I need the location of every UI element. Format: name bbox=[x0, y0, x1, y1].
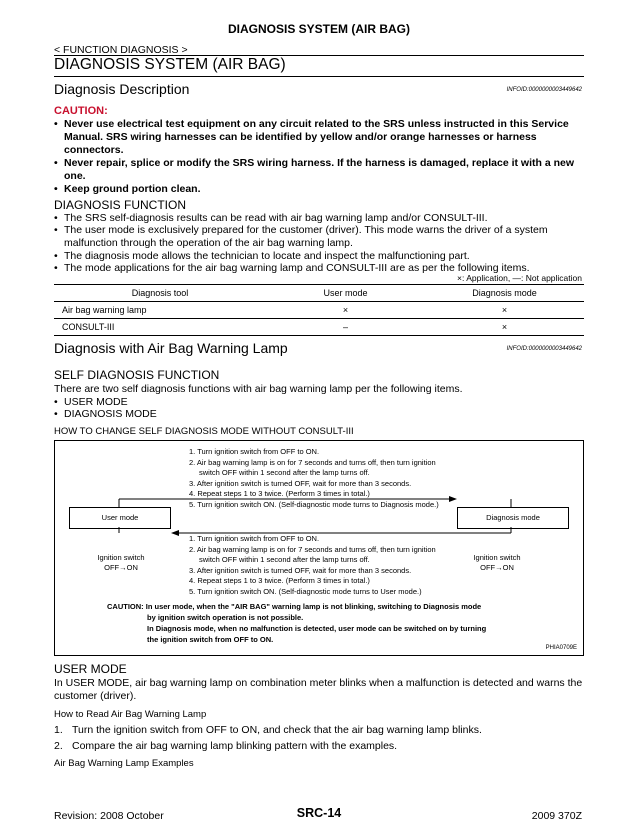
step-line: 4. Repeat steps 1 to 3 twice. (Perform 3 times in total.) bbox=[189, 489, 370, 498]
diag-function-item: • The mode applications for the air bag warning lamp and CONSULT-III are as per the following items. bbox=[54, 262, 530, 274]
footer-revision: Revision: 2008 October bbox=[54, 810, 164, 822]
step-line: 1. Turn ignition switch from OFF to ON. bbox=[189, 447, 320, 456]
user-mode-heading: USER MODE bbox=[54, 662, 127, 676]
table-header-row bbox=[54, 285, 584, 302]
step-line: 5. Turn ignition switch ON. (Self-diagnostic mode turns to User mode.) bbox=[189, 586, 422, 596]
table-header: Diagnosis tool bbox=[54, 285, 266, 302]
table-cell: CONSULT-III bbox=[54, 319, 266, 336]
how-to-read-heading: How to Read Air Bag Warning Lamp bbox=[54, 709, 207, 720]
diag-function-heading: DIAGNOSIS FUNCTION bbox=[54, 198, 187, 212]
figure-code: PHIA0709E bbox=[545, 645, 577, 651]
ignition-label-right bbox=[467, 553, 527, 573]
step-line: 3. After ignition switch is turned OFF, wait for more than 3 seconds. bbox=[189, 565, 412, 575]
table-legend: ×: Application, —: Not application bbox=[457, 273, 582, 283]
step-line: 3. After ignition switch is turned OFF, wait for more than 3 seconds. bbox=[189, 478, 412, 488]
footer-page-number: SRC-14 bbox=[296, 806, 342, 820]
table-row bbox=[54, 319, 584, 336]
table-cell: × bbox=[425, 319, 584, 336]
step-line: 5. Turn ignition switch ON. (Self-diagnostic mode turns to Diagnosis mode.) bbox=[189, 499, 439, 509]
ignition-label: Ignition switch bbox=[97, 553, 145, 562]
self-diag-intro: There are two self diagnosis functions with air bag warning lamp per the following items. bbox=[54, 383, 463, 395]
step-line: 2. Air bag warning lamp is on for 7 seconds and turns off, then turn ignition bbox=[189, 544, 436, 554]
table-header: User mode bbox=[266, 285, 425, 302]
step-item: 1. Turn the ignition switch from OFF to ON, and check that the air bag warning lamp blinks. bbox=[54, 724, 482, 736]
section-heading-warning-lamp: Diagnosis with Air Bag Warning Lamp bbox=[54, 340, 288, 356]
ignition-value: OFF→ON bbox=[480, 563, 514, 572]
step-line: 4. Repeat steps 1 to 3 twice. (Perform 3 times in total.) bbox=[189, 576, 370, 585]
step-line: switch OFF within 1 second after the lamp turns off. bbox=[199, 555, 370, 564]
mode-change-figure bbox=[54, 440, 584, 656]
caution-item: • Never use electrical test equipment on any circuit related to the SRS unless instructed in this Service Manual. SRS wiring harnesses can be identified by yellow and/or orange harnesses or harness connectors. bbox=[54, 118, 569, 156]
ignition-label: Ignition switch bbox=[473, 553, 521, 562]
self-diag-heading: SELF DIAGNOSIS FUNCTION bbox=[54, 368, 220, 382]
table-cell: × bbox=[425, 302, 584, 319]
steps-to-user bbox=[189, 534, 436, 597]
caution-line: CAUTION: In user mode, when the "AIR BAG" warning lamp is not blinking, switching to Diagnosis mode bbox=[107, 602, 482, 611]
title-rule bbox=[54, 76, 584, 77]
table-cell: – bbox=[266, 319, 425, 336]
page-header: DIAGNOSIS SYSTEM (AIR BAG) bbox=[227, 22, 410, 36]
caution-item: • Keep ground portion clean. bbox=[54, 183, 201, 195]
diagnosis-mode-box: Diagnosis mode bbox=[457, 507, 569, 529]
user-mode-text: In USER MODE, air bag warning lamp on combination meter blinks when a malfunction is detected and warns the customer (driver). bbox=[54, 677, 583, 702]
table-cell: Air bag warning lamp bbox=[54, 302, 266, 319]
figure-caution bbox=[107, 601, 486, 645]
step-line: 1. Turn ignition switch from OFF to ON. bbox=[189, 534, 320, 543]
caution-label: CAUTION: bbox=[54, 105, 108, 117]
page-title: DIAGNOSIS SYSTEM (AIR BAG) bbox=[54, 56, 286, 73]
user-mode-box: User mode bbox=[69, 507, 171, 529]
ignition-label-left bbox=[91, 553, 151, 573]
table-row bbox=[54, 302, 584, 319]
footer-model: 2009 370Z bbox=[531, 810, 582, 822]
how-to-heading: HOW TO CHANGE SELF DIAGNOSIS MODE WITHOUT CONSULT-III bbox=[54, 426, 354, 437]
diag-function-item: • The diagnosis mode allows the technician to locate and inspect the malfunctioning part. bbox=[54, 250, 470, 262]
caution-line: by ignition switch operation is not possible. bbox=[147, 613, 304, 622]
step-line: switch OFF within 1 second after the lamp turns off. bbox=[199, 468, 370, 477]
info-id: INFOID:0000000003449642 bbox=[506, 87, 582, 93]
examples-heading: Air Bag Warning Lamp Examples bbox=[54, 758, 194, 769]
diag-function-item: • The user mode is exclusively prepared for the customer (driver). This mode warns the driver of a system malfunction through the operation of the air bag warning lamp. bbox=[54, 224, 548, 249]
mode-item: • DIAGNOSIS MODE bbox=[54, 408, 157, 420]
caution-line: the ignition switch from OFF to ON. bbox=[147, 635, 274, 644]
table-header: Diagnosis mode bbox=[425, 285, 584, 302]
caution-line: In Diagnosis mode, when no malfunction is detected, user mode can be switched on by turning bbox=[147, 624, 487, 633]
diag-function-item: • The SRS self-diagnosis results can be read with air bag warning lamp and/or CONSULT-III. bbox=[54, 212, 488, 224]
breadcrumb: < FUNCTION DIAGNOSIS > bbox=[54, 44, 188, 56]
step-item: 2. Compare the air bag warning lamp blinking pattern with the examples. bbox=[54, 740, 398, 752]
step-line: 2. Air bag warning lamp is on for 7 seconds and turns off, then turn ignition bbox=[189, 457, 436, 467]
info-id: INFOID:0000000003449642 bbox=[506, 346, 582, 352]
diagnosis-tool-table bbox=[54, 284, 584, 336]
ignition-value: OFF→ON bbox=[104, 563, 138, 572]
caution-item: • Never repair, splice or modify the SRS wiring harness. If the harness is damaged, replace it with a new one. bbox=[54, 157, 574, 182]
mode-item: • USER MODE bbox=[54, 396, 128, 408]
table-cell: × bbox=[266, 302, 425, 319]
section-heading-description: Diagnosis Description bbox=[54, 81, 190, 97]
